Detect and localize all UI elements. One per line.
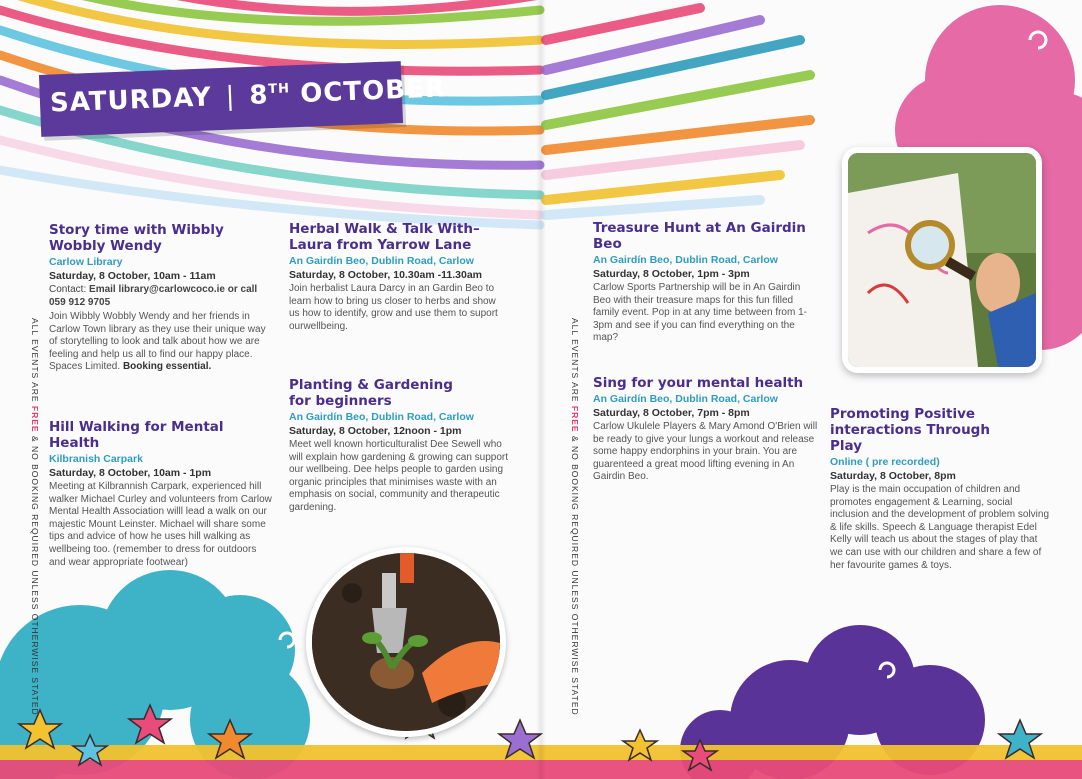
treasure-hunt-photo [842, 147, 1042, 373]
banner-date-suffix: TH [267, 81, 291, 98]
side-note-left [30, 318, 40, 716]
banner-day: SATURDAY [49, 82, 213, 119]
side-note-suffix: & NO BOOKING REQUIRED UNLESS OTHERWISE STATED [30, 432, 40, 716]
side-note-right [570, 318, 580, 716]
event-date: Saturday, 8 October, 7pm - 8pm [593, 407, 750, 419]
event-positive-interactions [830, 406, 1052, 572]
side-note-prefix: ALL EVENTS ARE [570, 318, 580, 406]
contact-label: Contact: [49, 284, 90, 295]
banner-text [49, 73, 446, 118]
banner-month: OCTOBER [299, 73, 447, 109]
event-title: Herbal Walk & Talk With– Laura from Yarrow Lane [289, 221, 480, 253]
event-description: Carlow Sports Partnership will be in An Gairdin Beo with their treasure maps for this fun filled family event. Pop in at any time between from 1-3pm and see if you can find everything on the map? [593, 282, 807, 344]
event-location: Kilbranish Carpark [49, 453, 143, 465]
event-herbal-walk [289, 221, 509, 333]
treasure-hunt-illustration [848, 153, 1036, 367]
event-location: An Gairdín Beo, Dublin Road, Carlow [289, 255, 474, 267]
event-title: Planting & Gardening for beginners [289, 377, 453, 409]
event-contact [49, 284, 271, 309]
event-description: Carlow Ukulele Players & Mary Amond O'Brien will be ready to give your lungs a workout and release some happy endorphins in your brain. You are guarenteed a great mood lifting evening in An Gairdin Beo. [593, 421, 818, 483]
event-date: Saturday, 8 October, 10am - 1pm [49, 467, 212, 479]
event-date: Saturday, 8 October, 10.30am -11.30am [289, 269, 482, 281]
event-location: An Gairdín Beo, Dublin Road, Carlow [289, 411, 474, 423]
event-description: Play is the main occupation of children and promotes engagement & Learning, social inclusion and the development of problem solving & life skills. Speech & Language therapist Edel Kelly will teach us about the stages of play that we can use with our children and share a few of her favourite games & toys. [830, 484, 1050, 571]
event-treasure-hunt [593, 220, 818, 345]
page-fold [536, 0, 546, 779]
gardening-photo [306, 547, 506, 737]
event-location: Online ( pre recorded) [830, 456, 940, 468]
side-note-prefix: ALL EVENTS ARE [30, 318, 40, 406]
event-description [49, 311, 271, 374]
event-planting-gardening [289, 377, 511, 515]
side-note-suffix: & NO BOOKING REQUIRED UNLESS OTHERWISE STATED [570, 432, 580, 716]
event-title: Promoting Positive interactions Through Play [830, 406, 990, 454]
event-date: Saturday, 8 October, 12noon - 1pm [289, 425, 462, 437]
event-location: An Gairdín Beo, Dublin Road, Carlow [593, 254, 778, 266]
event-date: Saturday, 8 October, 10am - 11am [49, 270, 216, 282]
gardening-illustration [312, 553, 500, 731]
event-title: Hill Walking for Mental Health [49, 419, 224, 451]
event-location: Carlow Library [49, 256, 123, 268]
event-title: Story time with Wibbly Wobbly Wendy [49, 222, 224, 254]
event-sing-mental-health [593, 375, 818, 484]
event-description: Join herbalist Laura Darcy in an Gardin Beo to learn how to bring us closer to herbs and show us how to identify, grow and use them to suport ourwellbeing. [289, 283, 498, 332]
description-text: Join Wibbly Wobbly Wendy and her friends in Carlow Town library as they use their unique way of storytelling to look and talk about how we are feeling and help us all to find our happy place. Spaces Limited. [49, 311, 266, 373]
event-location: An Gairdín Beo, Dublin Road, Carlow [593, 393, 778, 405]
booking-note: Booking essential. [122, 361, 212, 373]
event-description: Meeting at Kilbrannish Carpark, experienced hill walker Michael Curley and volunteers from Carlow Mental Health Association willl lead a walk on our majestic Mount Leinster. Michael will share some tips and advice of how he uses hill walking as wellbeing too. (remember to dress for outdoors and wear appropriate footwear) [49, 481, 272, 568]
event-date: Saturday, 8 October, 1pm - 3pm [593, 268, 750, 280]
side-note-free: FREE [570, 405, 580, 433]
contact-value: Email library@carlowcoco.ie or call 059 912 9705 [49, 284, 258, 308]
event-title: Sing for your mental health [593, 375, 804, 391]
banner-separator: | [225, 81, 237, 112]
banner-date-number: 8 [248, 80, 270, 111]
event-title: Treasure Hunt at An Gairdin Beo [593, 220, 806, 252]
event-description: Meet well known horticulturalist Dee Sewell who will explain how gardening & growing can support our wellbeing. Dee helps people to garden using organic principles that minimises waste with an emphasis on social, community and therapeutic gardening. [289, 439, 509, 513]
event-date: Saturday, 8 October, 8pm [830, 470, 956, 482]
event-story-time [49, 222, 271, 374]
event-hill-walking [49, 419, 273, 569]
side-note-free: FREE [30, 405, 40, 433]
